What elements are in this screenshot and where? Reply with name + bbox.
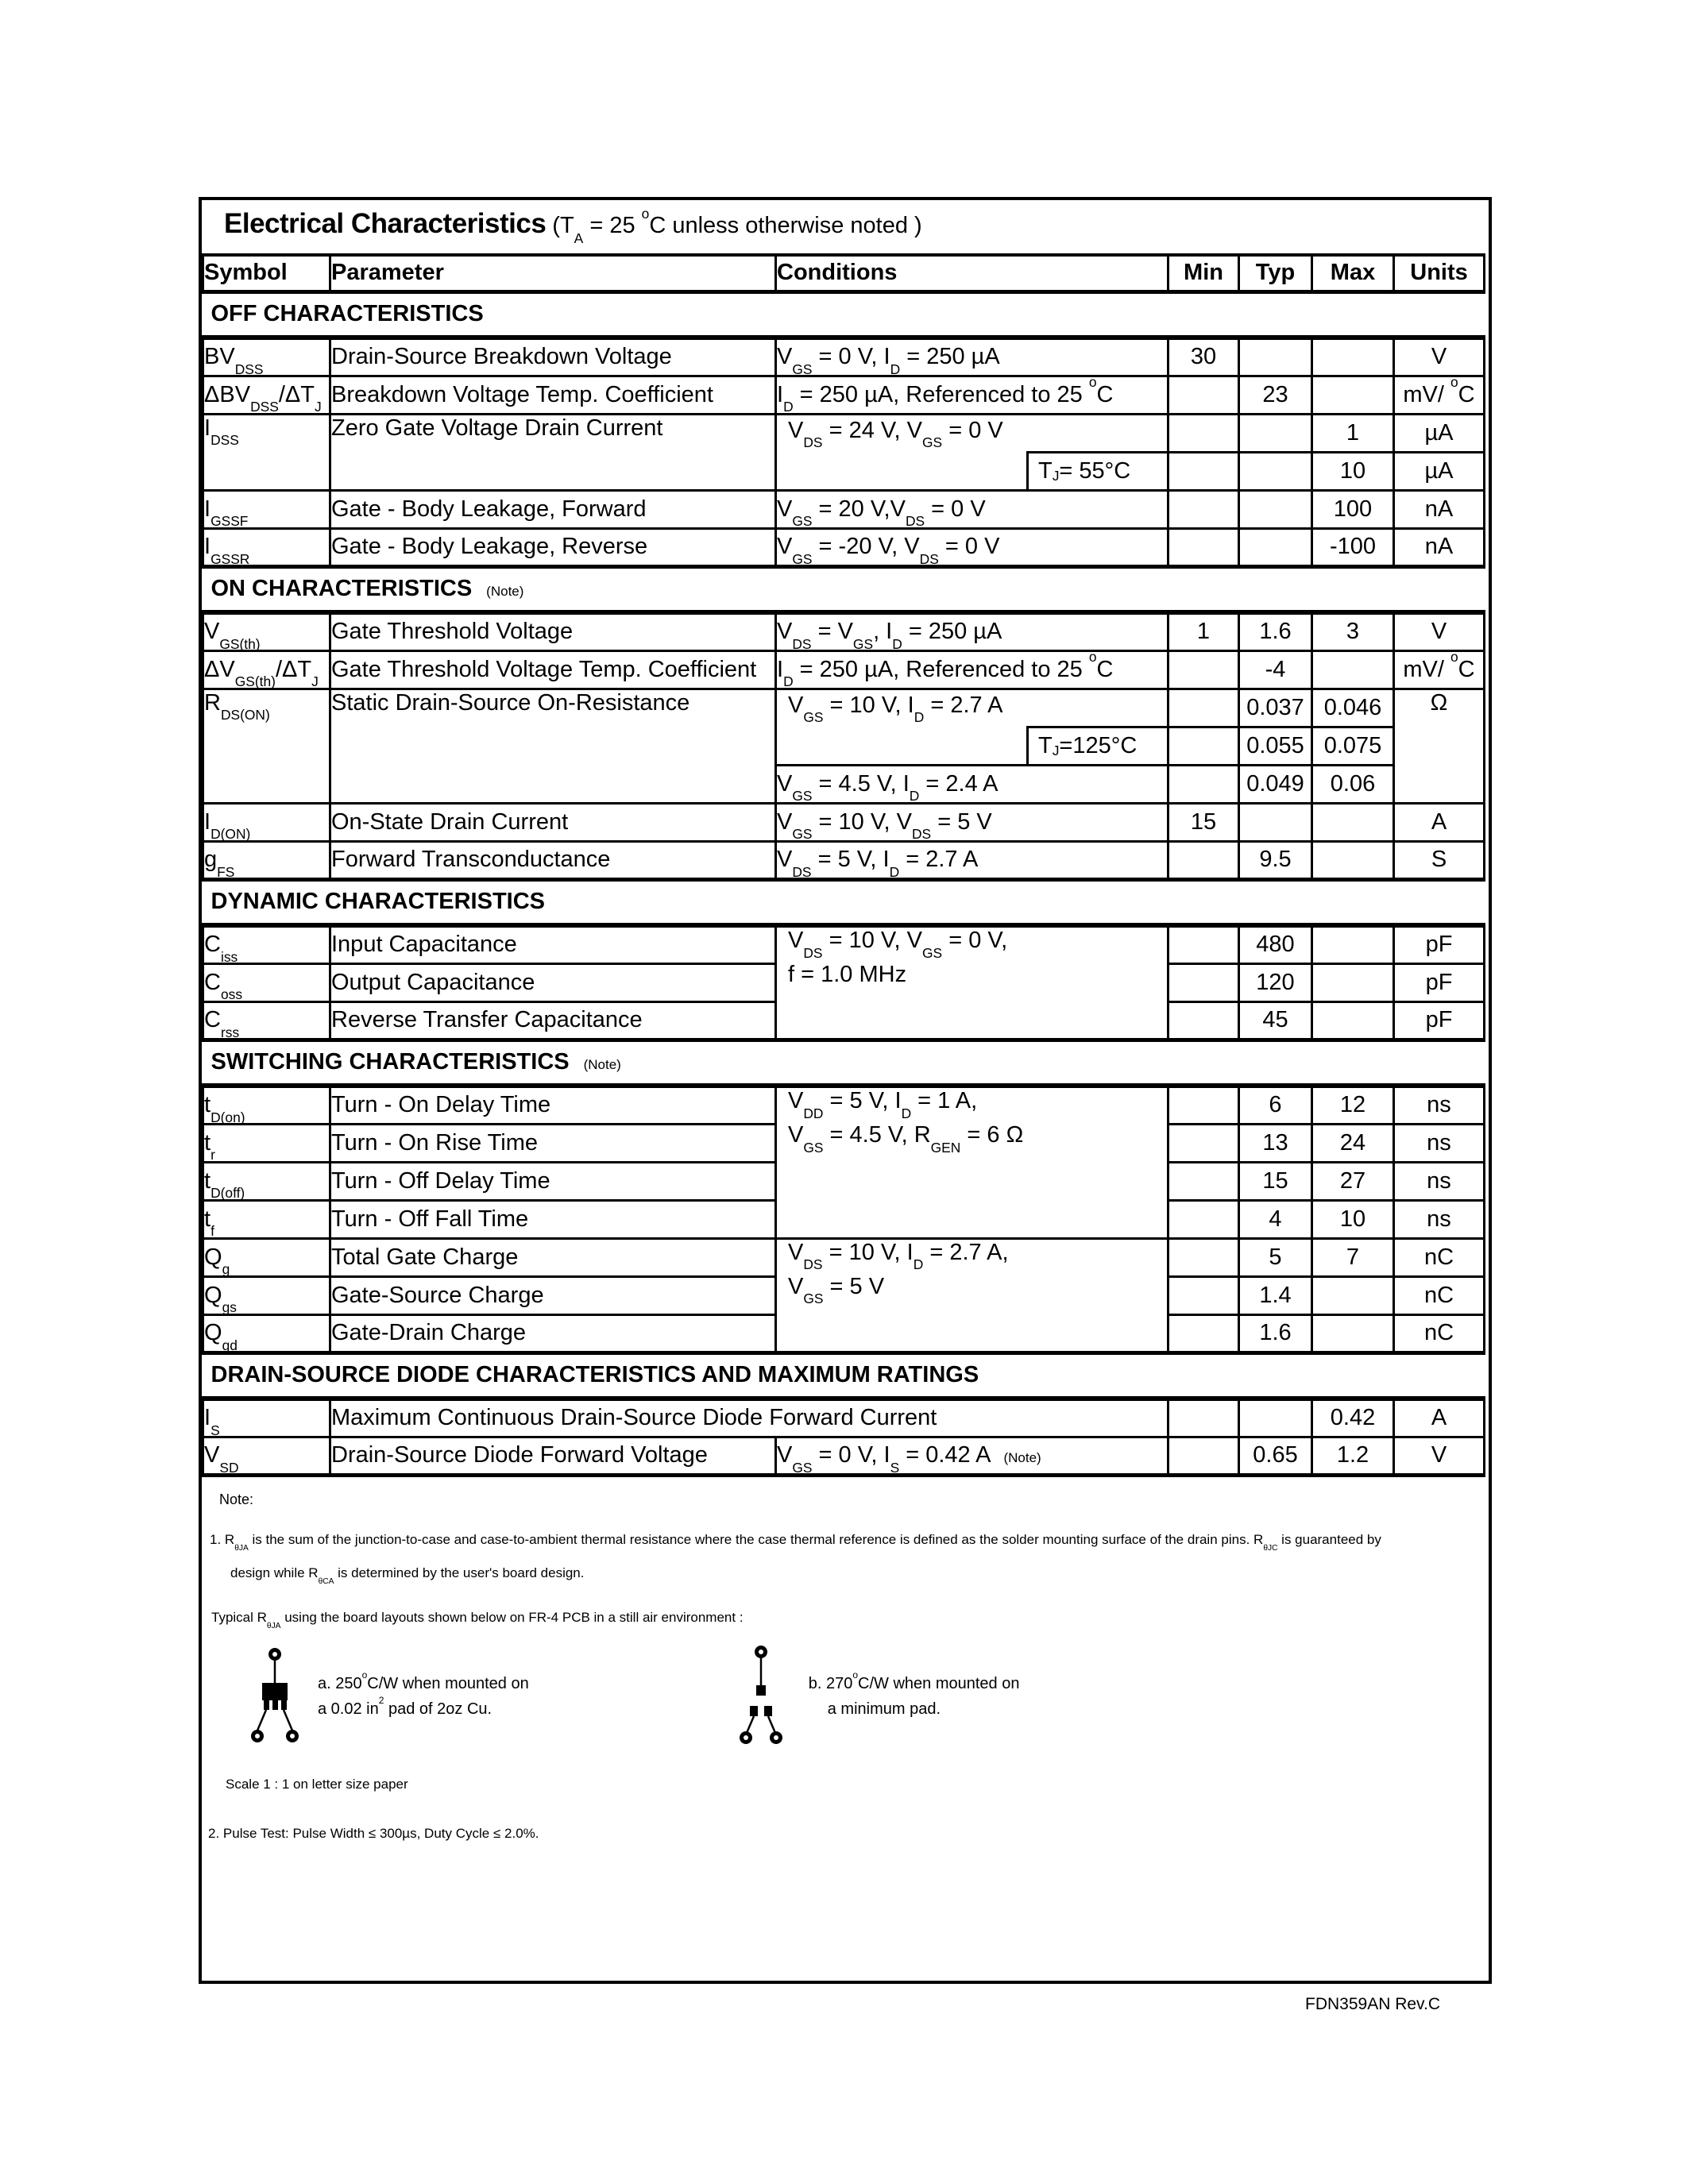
- parameter-cell: Total Gate Charge: [330, 1238, 776, 1276]
- parameter-cell: On-State Drain Current: [330, 803, 776, 841]
- typ-cell: 4: [1239, 1200, 1312, 1238]
- conditions-cell: [776, 1238, 1168, 1352]
- max-cell: 12: [1312, 1086, 1394, 1124]
- units-cell: nC: [1394, 1238, 1485, 1276]
- symbol-cell: $t_{D(on)}$: [203, 1086, 330, 1124]
- conditions-line-1: $V_{DS} = 10$ V, $I_D = 2.7$ A,: [788, 1239, 1009, 1273]
- table-row-dvgsth: [203, 650, 1485, 689]
- min-cell: [1168, 765, 1239, 803]
- parameter-cell: Output Capacitance: [330, 963, 776, 1001]
- units-cell: A: [1394, 803, 1485, 841]
- units-cell: S: [1394, 841, 1485, 879]
- notes-section: [202, 1479, 1484, 1842]
- sub-condition-box: T $_J$ =125°C: [1026, 726, 1167, 764]
- typ-cell: 0.049: [1239, 765, 1312, 803]
- section-diode-characteristics: [203, 1352, 1485, 1399]
- parameter-cell: Gate-Drain Charge: [330, 1314, 776, 1352]
- symbol-cell: $g_{FS}$: [203, 841, 330, 879]
- typ-cell: 23: [1239, 376, 1312, 414]
- conditions-text: $V_{GS} = 0$ V, $I_S = 0.42$ A: [777, 1442, 991, 1476]
- conditions-text: $V_{GS} = 10$ V, $I_D = 2.7$ A: [788, 692, 1003, 726]
- units-cell: A: [1394, 1399, 1485, 1437]
- typ-cell: [1239, 338, 1312, 376]
- figure-b-caption-line-1: b. 270$^o$C/W when mounted on: [808, 1669, 1020, 1692]
- max-cell: 3: [1312, 612, 1394, 650]
- symbol-cell: $Q_g$: [203, 1238, 330, 1276]
- symbol-cell: $\Delta BV_{DSS}/\Delta T_J$: [203, 376, 330, 414]
- symbol-cell: $I_S$: [203, 1399, 330, 1437]
- symbol-cell: $I_{GSSF}$: [203, 490, 330, 528]
- figure-b-caption-line-2: a minimum pad.: [827, 1700, 941, 1718]
- conditions-line-1: $V_{DD} = 5$ V, $I_D = 1$ A,: [788, 1088, 978, 1121]
- max-cell: [1312, 338, 1394, 376]
- typ-cell: -4: [1239, 650, 1312, 689]
- min-cell: [1168, 841, 1239, 879]
- max-cell: 27: [1312, 1162, 1394, 1200]
- scale-note: Scale 1 : 1 on letter size paper: [226, 1777, 408, 1792]
- table-row-bvdss: [203, 338, 1485, 376]
- symbol-cell: $\Delta V_{GS(th)}/\Delta T_J$: [203, 650, 330, 689]
- typ-cell: 480: [1239, 925, 1312, 963]
- max-cell: [1312, 963, 1394, 1001]
- max-cell: 0.42: [1312, 1399, 1394, 1437]
- max-cell: [1312, 1001, 1394, 1040]
- typ-cell: [1239, 1399, 1312, 1437]
- symbol-cell: $C_{rss}$: [203, 1001, 330, 1040]
- units-cell: nC: [1394, 1314, 1485, 1352]
- units-cell: Ω: [1394, 689, 1485, 803]
- symbol-cell: $C_{iss}$: [203, 925, 330, 963]
- max-cell: 1: [1312, 414, 1394, 452]
- table-row-is: [203, 1399, 1485, 1437]
- pulse-test-note: 2. Pulse Test: Pulse Width ≤ 300µs, Duty Cycle ≤ 2.0%.: [208, 1826, 539, 1841]
- typ-cell: 1.4: [1239, 1276, 1312, 1314]
- section-on-characteristics: [203, 566, 1485, 612]
- note-label: Note:: [219, 1491, 254, 1507]
- units-cell: pF: [1394, 963, 1485, 1001]
- conditions-cell: $V_{GS} = -20$ V, $V_{DS} = 0$ V: [776, 528, 1168, 566]
- min-cell: 15: [1168, 803, 1239, 841]
- conditions-note: (Note): [1003, 1450, 1041, 1465]
- title-condition: ($T_A = 25$ $^o$C unless otherwise noted ): [552, 205, 922, 246]
- typ-cell: [1239, 803, 1312, 841]
- conditions-cell: [776, 1086, 1168, 1238]
- conditions-line-1: $V_{DS} = 10$ V, $V_{GS} = 0$ V,: [788, 928, 1008, 961]
- min-cell: [1168, 1200, 1239, 1238]
- units-cell: ns: [1394, 1086, 1485, 1124]
- symbol-cell: $I_{D(ON)}$: [203, 803, 330, 841]
- conditions-cell: [776, 414, 1168, 490]
- typ-cell: 120: [1239, 963, 1312, 1001]
- table-row-qg: [203, 1238, 1485, 1276]
- table-row-idss: [203, 414, 1485, 452]
- max-cell: [1312, 841, 1394, 879]
- symbol-cell: $t_{D(off)}$: [203, 1162, 330, 1200]
- table-row-tdon: [203, 1086, 1485, 1124]
- symbol-cell: $Q_{gd}$: [203, 1314, 330, 1352]
- min-cell: [1168, 528, 1239, 566]
- max-cell: 7: [1312, 1238, 1394, 1276]
- conditions-cell: [776, 689, 1168, 765]
- max-cell: [1312, 1314, 1394, 1352]
- parameter-cell: Turn - Off Fall Time: [330, 1200, 776, 1238]
- note-1-line-1: 1. $R_{\theta JA}$ is the sum of the junction-to-case and case-to-ambient thermal resistance where the case thermal reference is defined as the solder mounting surface of the drain pins. $R_{\theta JC}$ is guaranteed by: [210, 1532, 1381, 1553]
- max-cell: 0.046: [1312, 689, 1394, 727]
- parameter-cell: Gate - Body Leakage, Forward: [330, 490, 776, 528]
- min-cell: 30: [1168, 338, 1239, 376]
- document-footer: FDN359AN Rev.C: [1305, 1995, 1440, 2013]
- min-cell: [1168, 414, 1239, 452]
- conditions-cell: $V_{GS} = 0$ V, $I_D = 250$ µA: [776, 338, 1168, 376]
- units-cell: ns: [1394, 1124, 1485, 1162]
- max-cell: 10: [1312, 452, 1394, 490]
- symbol-cell: $I_{DSS}$: [203, 414, 330, 490]
- typ-cell: [1239, 452, 1312, 490]
- figure-a-caption: [318, 1671, 529, 1722]
- parameter-cell: Gate Threshold Voltage Temp. Coefficient: [330, 650, 776, 689]
- symbol-cell: $Q_{gs}$: [203, 1276, 330, 1314]
- min-cell: [1168, 1314, 1239, 1352]
- table-row-idon: [203, 803, 1485, 841]
- min-cell: 1: [1168, 612, 1239, 650]
- col-header-max: Max: [1312, 255, 1394, 291]
- symbol-cell: $V_{SD}$: [203, 1437, 330, 1475]
- min-cell: [1168, 1276, 1239, 1314]
- parameter-cell: Maximum Continuous Drain-Source Diode Forward Current: [330, 1399, 1168, 1437]
- parameter-cell: Turn - On Delay Time: [330, 1086, 776, 1124]
- col-header-typ: Typ: [1239, 255, 1312, 291]
- typ-cell: 13: [1239, 1124, 1312, 1162]
- min-cell: [1168, 650, 1239, 689]
- table-row-vsd: [203, 1437, 1485, 1475]
- table-row-igssr: [203, 528, 1485, 566]
- min-cell: [1168, 689, 1239, 727]
- units-cell: ns: [1394, 1162, 1485, 1200]
- section-note: (Note): [486, 584, 524, 600]
- symbol-cell: $V_{GS(th)}$: [203, 612, 330, 650]
- min-cell: [1168, 490, 1239, 528]
- max-cell: 0.075: [1312, 727, 1394, 765]
- max-cell: -100: [1312, 528, 1394, 566]
- max-cell: [1312, 925, 1394, 963]
- col-header-symbol: Symbol: [203, 255, 330, 291]
- typ-cell: 0.055: [1239, 727, 1312, 765]
- typ-cell: 0.037: [1239, 689, 1312, 727]
- page-title: [224, 205, 922, 246]
- typ-cell: 1.6: [1239, 1314, 1312, 1352]
- conditions-cell: $V_{DS} = V_{GS}$, $I_D = 250$ µA: [776, 612, 1168, 650]
- min-cell: [1168, 1162, 1239, 1200]
- conditions-text: $V_{DS} = 24$ V, $V_{GS} = 0$ V: [788, 417, 1003, 451]
- max-cell: 10: [1312, 1200, 1394, 1238]
- max-cell: [1312, 650, 1394, 689]
- min-cell: [1168, 727, 1239, 765]
- typ-cell: 0.65: [1239, 1437, 1312, 1475]
- conditions-cell: [776, 925, 1168, 1040]
- parameter-cell: Breakdown Voltage Temp. Coefficient: [330, 376, 776, 414]
- min-cell: [1168, 1001, 1239, 1040]
- figure-a-caption-line-1: a. 250$^o$C/W when mounted on: [318, 1669, 529, 1692]
- section-note: (Note): [583, 1057, 621, 1073]
- parameter-cell: Gate-Source Charge: [330, 1276, 776, 1314]
- typ-cell: 5: [1239, 1238, 1312, 1276]
- max-cell: [1312, 376, 1394, 414]
- units-cell: nA: [1394, 490, 1485, 528]
- units-cell: nC: [1394, 1276, 1485, 1314]
- parameter-cell: Gate Threshold Voltage: [330, 612, 776, 650]
- max-cell: 0.06: [1312, 765, 1394, 803]
- board-layout-figures: [202, 1638, 1484, 1754]
- units-cell: nA: [1394, 528, 1485, 566]
- conditions-cell: $V_{GS} = 20$ $V,V_{DS} = 0$ V: [776, 490, 1168, 528]
- section-switching-characteristics: [203, 1040, 1485, 1086]
- symbol-cell: $I_{GSSR}$: [203, 528, 330, 566]
- note-1-line-2: design while $R_{\theta CA}$ is determined by the user's board design.: [230, 1565, 585, 1586]
- pcb-layout-a-icon: [251, 1646, 300, 1746]
- table-header-row: [203, 255, 1485, 291]
- min-cell: [1168, 963, 1239, 1001]
- parameter-cell: Zero Gate Voltage Drain Current: [330, 414, 776, 490]
- conditions-line-2: $V_{GS} = 4.5$ V, $R_{GEN} = 6$ Ω: [788, 1122, 1024, 1156]
- typ-cell: 6: [1239, 1086, 1312, 1124]
- electrical-characteristics-table: [202, 253, 1485, 1477]
- max-cell: 24: [1312, 1124, 1394, 1162]
- min-cell: [1168, 925, 1239, 963]
- table-row-dbvdss: [203, 376, 1485, 414]
- characteristics-box: [199, 197, 1492, 1984]
- table-row-vgsth: [203, 612, 1485, 650]
- max-cell: [1312, 803, 1394, 841]
- min-cell: [1168, 1238, 1239, 1276]
- conditions-cell: [776, 1437, 1168, 1475]
- symbol-cell: $BV_{DSS}$: [203, 338, 330, 376]
- max-cell: [1312, 1276, 1394, 1314]
- conditions-line-2: $V_{GS} = 5$ V: [788, 1273, 885, 1307]
- symbol-cell: $t_r$: [203, 1124, 330, 1162]
- units-cell: pF: [1394, 1001, 1485, 1040]
- min-cell: [1168, 376, 1239, 414]
- section-title: DYNAMIC CHARACTERISTICS: [211, 889, 545, 915]
- section-title: ON CHARACTERISTICS: [211, 576, 473, 602]
- units-cell: V: [1394, 1437, 1485, 1475]
- min-cell: [1168, 1399, 1239, 1437]
- parameter-cell: Input Capacitance: [330, 925, 776, 963]
- figure-a-caption-line-2: a 0.02 $in^2$ pad of 2oz Cu.: [318, 1694, 492, 1718]
- parameter-cell: Gate - Body Leakage, Reverse: [330, 528, 776, 566]
- units-cell: V: [1394, 612, 1485, 650]
- parameter-cell: Turn - Off Delay Time: [330, 1162, 776, 1200]
- table-row-gfs: [203, 841, 1485, 879]
- typ-cell: 1.6: [1239, 612, 1312, 650]
- max-cell: 1.2: [1312, 1437, 1394, 1475]
- conditions-line-2: f = 1.0 MHz: [788, 962, 907, 987]
- min-cell: [1168, 1437, 1239, 1475]
- typ-cell: [1239, 414, 1312, 452]
- col-header-min: Min: [1168, 255, 1239, 291]
- table-row-igssf: [203, 490, 1485, 528]
- units-cell: µA: [1394, 452, 1485, 490]
- section-dynamic-characteristics: [203, 879, 1485, 925]
- conditions-cell: $V_{GS} = 10$ V, $V_{DS} = 5$ V: [776, 803, 1168, 841]
- section-title: DRAIN-SOURCE DIODE CHARACTERISTICS AND MAXIMUM RATINGS: [211, 1362, 979, 1388]
- symbol-cell: $R_{DS(ON)}$: [203, 689, 330, 803]
- parameter-cell: Forward Transconductance: [330, 841, 776, 879]
- section-off-characteristics: [203, 291, 1485, 338]
- symbol-cell: $t_f$: [203, 1200, 330, 1238]
- typ-cell: 9.5: [1239, 841, 1312, 879]
- section-title: OFF CHARACTERISTICS: [211, 301, 484, 327]
- units-cell: ns: [1394, 1200, 1485, 1238]
- typ-cell: [1239, 490, 1312, 528]
- min-cell: [1168, 452, 1239, 490]
- conditions-cell: $I_D = 250$ µA, Referenced to 25 $^o$C: [776, 650, 1168, 689]
- symbol-cell: $C_{oss}$: [203, 963, 330, 1001]
- conditions-cell: $V_{DS} = 5$ V, $I_D = 2.7$ A: [776, 841, 1168, 879]
- pcb-layout-b-icon: [737, 1644, 786, 1749]
- typ-cell: 45: [1239, 1001, 1312, 1040]
- parameter-cell: Drain-Source Diode Forward Voltage: [330, 1437, 776, 1475]
- table-row-ciss: [203, 925, 1485, 963]
- units-cell: mV/ $^o$C: [1394, 650, 1485, 689]
- units-cell: mV/ $^o$C: [1394, 376, 1485, 414]
- sub-condition-box: T $_J$ = 55°C: [1026, 451, 1167, 489]
- max-cell: 100: [1312, 490, 1394, 528]
- col-header-units: Units: [1394, 255, 1485, 291]
- parameter-cell: Static Drain-Source On-Resistance: [330, 689, 776, 803]
- min-cell: [1168, 1086, 1239, 1124]
- typ-cell: [1239, 528, 1312, 566]
- typical-rtheta-line: Typical $R_{\theta JA}$ using the board layouts shown below on FR-4 PCB in a still air environment :: [211, 1610, 744, 1630]
- conditions-cell: $I_D = 250$ µA, Referenced to 25 $^o$C: [776, 376, 1168, 414]
- parameter-cell: Reverse Transfer Capacitance: [330, 1001, 776, 1040]
- col-header-parameter: Parameter: [330, 255, 776, 291]
- units-cell: µA: [1394, 414, 1485, 452]
- parameter-cell: Drain-Source Breakdown Voltage: [330, 338, 776, 376]
- figure-b-caption: [809, 1671, 1020, 1722]
- units-cell: pF: [1394, 925, 1485, 963]
- typ-cell: 15: [1239, 1162, 1312, 1200]
- section-title: SWITCHING CHARACTERISTICS: [211, 1049, 570, 1075]
- table-row-rdson: [203, 689, 1485, 727]
- parameter-cell: Turn - On Rise Time: [330, 1124, 776, 1162]
- conditions-cell: $V_{GS} = 4.5$ V, $I_D = 2.4$ A: [776, 765, 1168, 803]
- units-cell: V: [1394, 338, 1485, 376]
- title-main: Electrical Characteristics: [224, 208, 547, 239]
- min-cell: [1168, 1124, 1239, 1162]
- col-header-conditions: Conditions: [776, 255, 1168, 291]
